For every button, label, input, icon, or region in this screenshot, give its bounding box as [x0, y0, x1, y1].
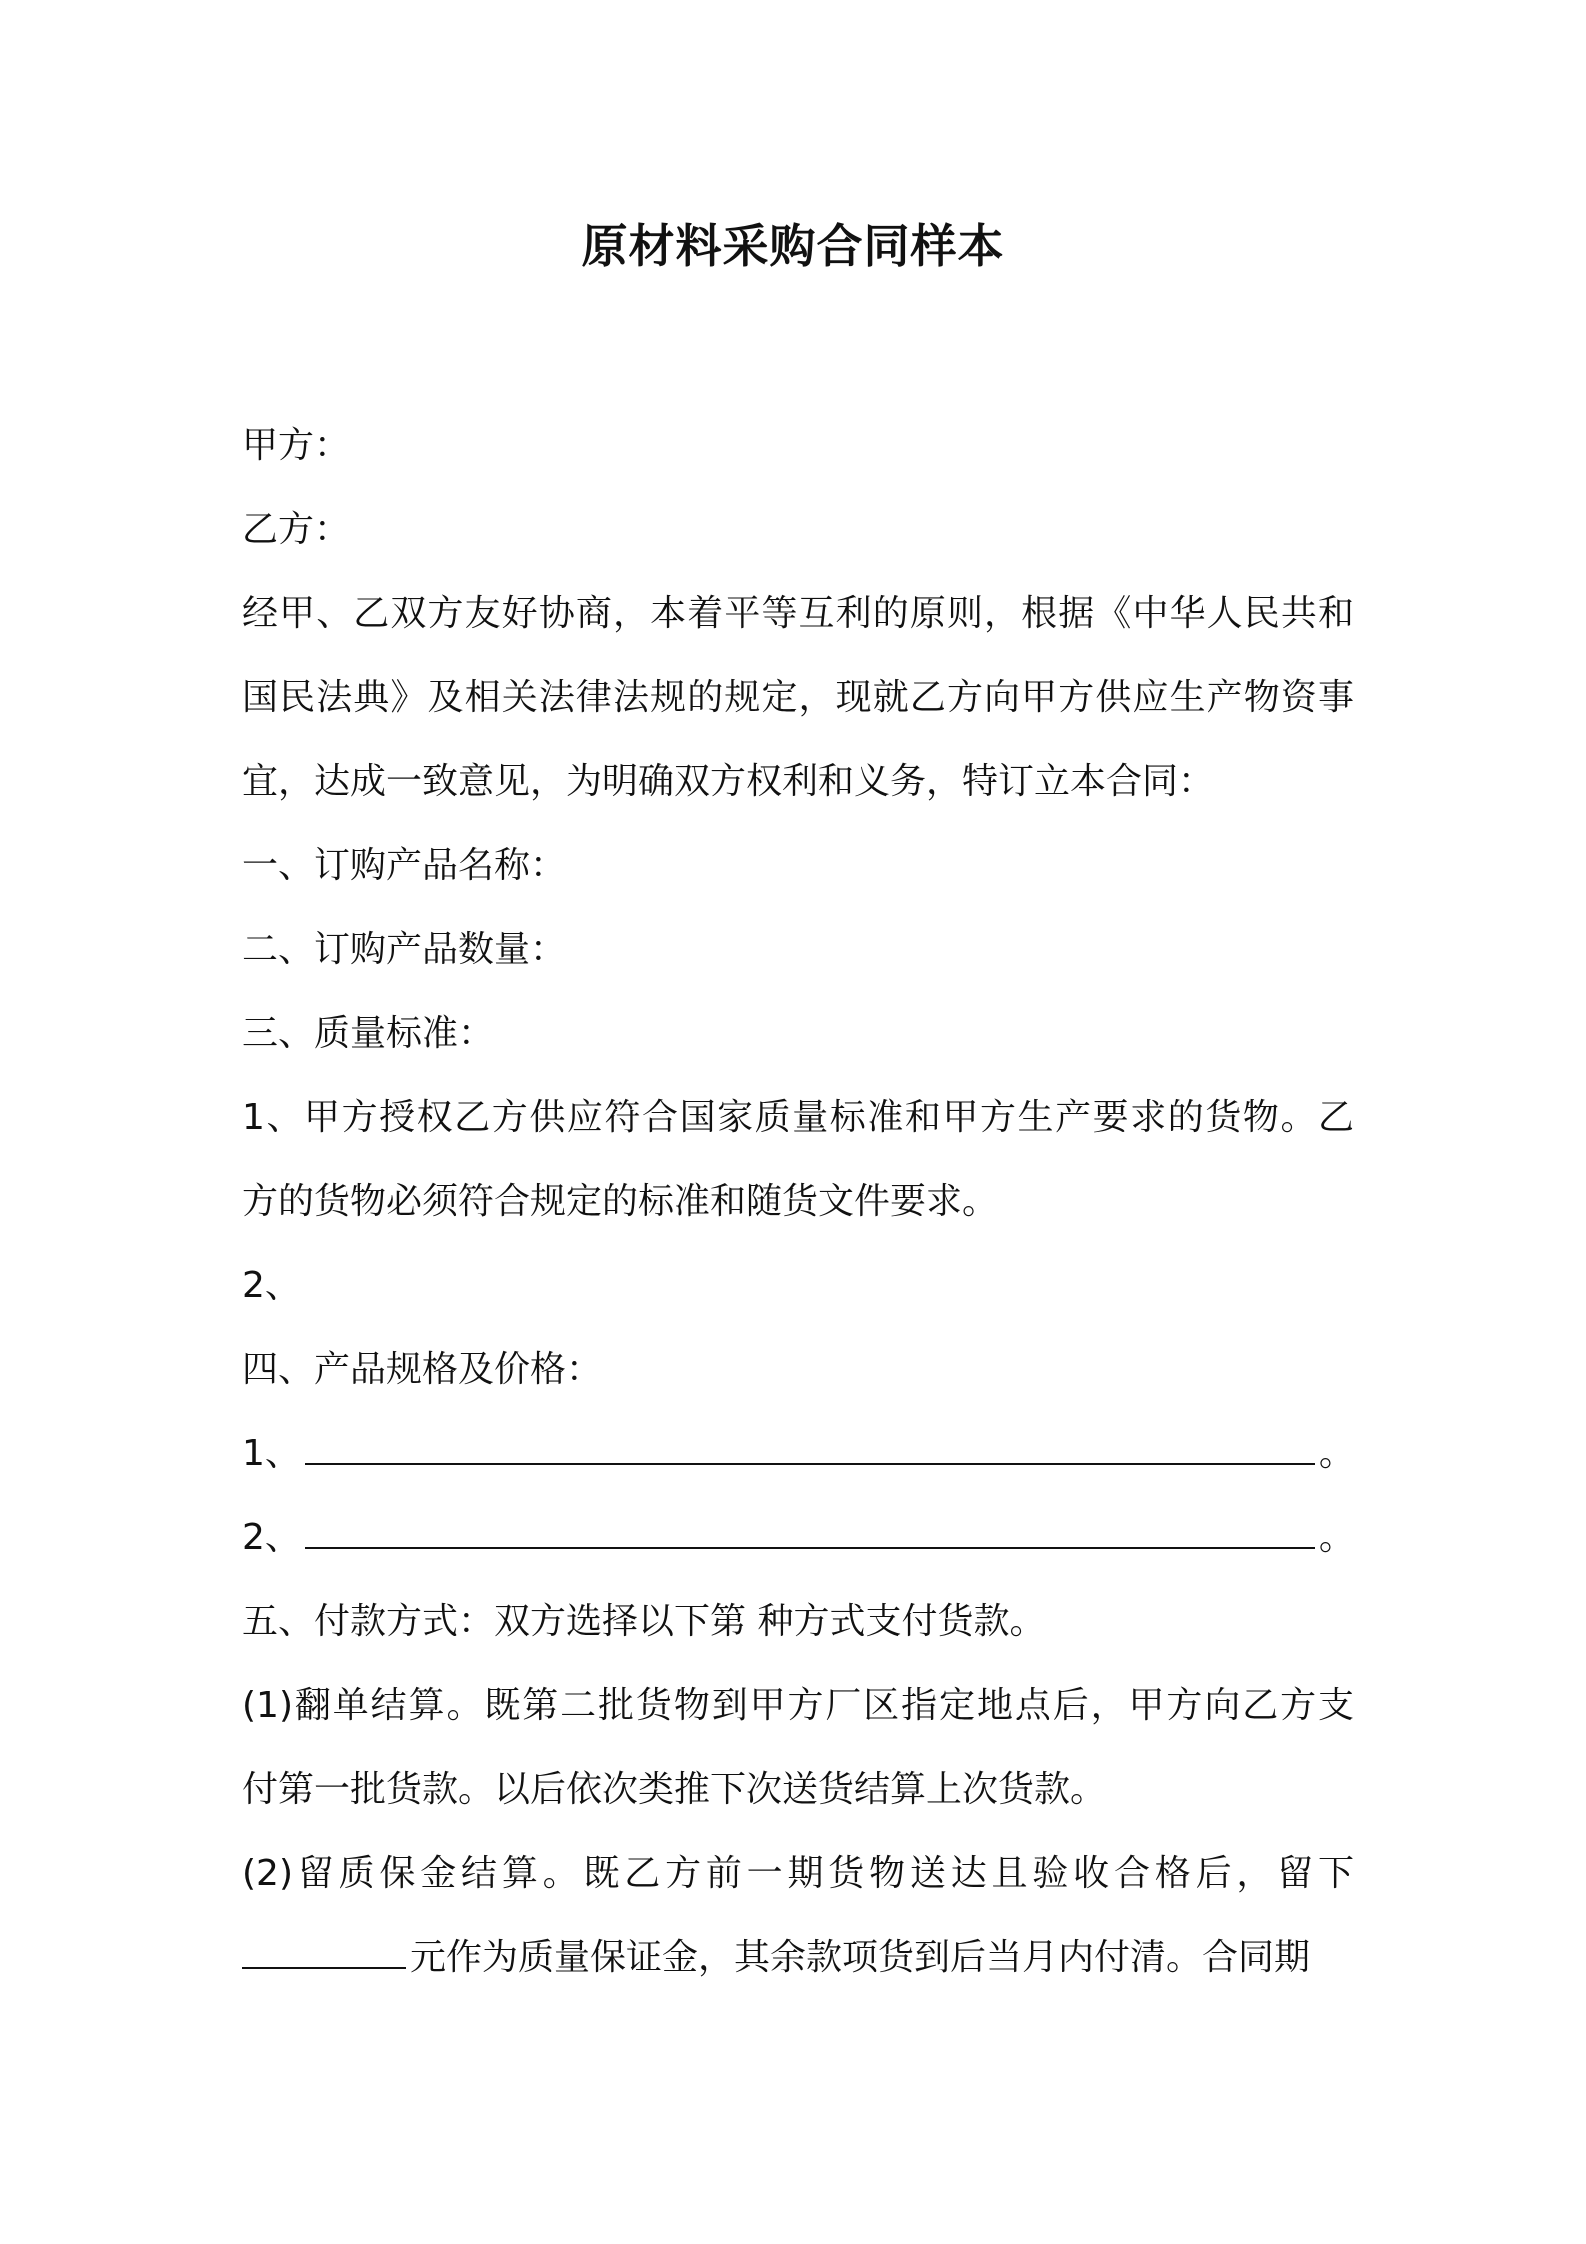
payment-option-2-line-1: (2)留质保金结算。既乙方前一期货物送达且验收合格后，留下 [242, 1853, 1354, 1894]
quality-item-1-line-1: 1、甲方授权乙方供应符合国家质量标准和甲方生产要求的货物。乙 [242, 1097, 1354, 1138]
intro-line-1: 经甲、乙双方友好协商，本着平等互利的原则，根据《中华人民共和 [242, 593, 1354, 634]
quality-item-1-line-2: 方的货物必须符合规定的标准和随货文件要求。 [242, 1181, 999, 1222]
spec-item-1-blank [305, 1433, 1315, 1465]
section-quality-standard: 三、质量标准： [242, 1013, 495, 1054]
party-b-line: 乙方： [242, 509, 351, 550]
spec-item-2-blank [305, 1517, 1315, 1549]
document-body [242, 404, 1354, 2000]
spec-item-1 [242, 1412, 1354, 1496]
spec-item-2-end: 。 [1318, 1517, 1355, 1558]
deposit-amount-blank [242, 1937, 406, 1969]
spec-item-1-end: 。 [1318, 1433, 1355, 1474]
payment-option-1-line-1: (1)翻单结算。既第二批货物到甲方厂区指定地点后，甲方向乙方支 [242, 1685, 1354, 1726]
spec-item-2-number: 2、 [242, 1517, 301, 1558]
section-payment-method: 五、付款方式：双方选择以下第 种方式支付货款。 [242, 1601, 1046, 1642]
spec-item-2 [242, 1496, 1354, 1580]
intro-line-3: 宜，达成一致意见，为明确双方权利和义务，特订立本合同： [242, 761, 1215, 802]
spec-item-1-number: 1、 [242, 1433, 301, 1474]
party-a-line: 甲方： [242, 425, 351, 466]
document-title: 原材料采购合同样本 [581, 219, 1005, 273]
payment-option-1-line-2: 付第一批货款。以后依次类推下次送货结算上次货款。 [242, 1769, 1107, 1810]
section-product-name: 一、订购产品名称： [242, 845, 567, 886]
section-product-quantity: 二、订购产品数量： [242, 929, 567, 970]
intro-line-2: 国民法典》及相关法律法规的规定，现就乙方向甲方供应生产物资事 [242, 677, 1354, 718]
payment-option-2-line-2 [242, 1916, 1354, 2000]
section-spec-price: 四、产品规格及价格： [242, 1349, 603, 1390]
payment-option-2-line-2-text: 元作为质量保证金，其余款项货到后当月内付清。合同期 [410, 1937, 1311, 1978]
quality-item-2: 2、 [242, 1265, 301, 1306]
